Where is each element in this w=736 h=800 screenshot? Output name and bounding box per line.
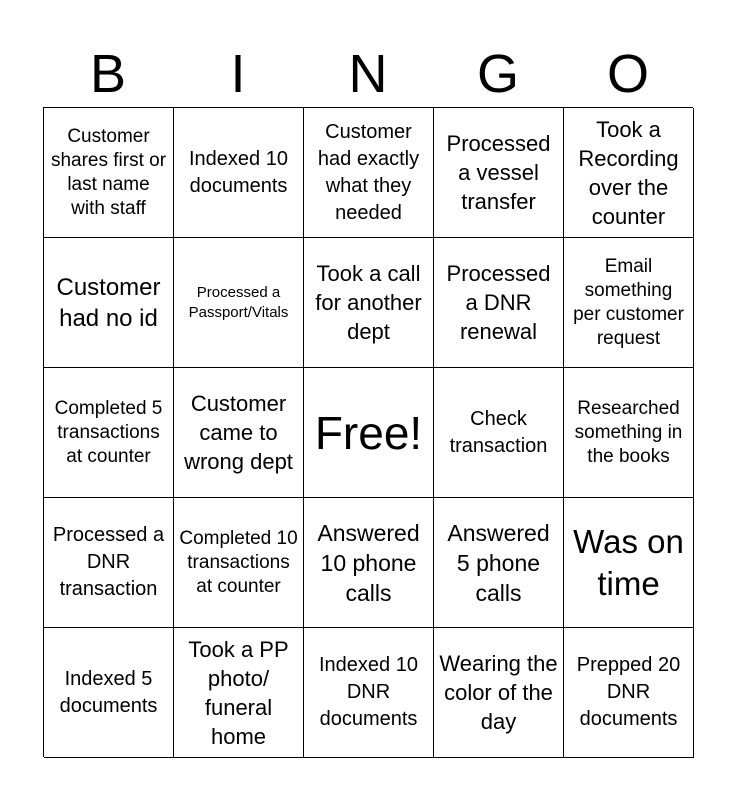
cell-text: Was on time [573,522,684,602]
bingo-cell[interactable] [434,628,564,758]
bingo-cell[interactable] [174,498,304,628]
header-letter-n: N [348,44,388,104]
cell-text: Indexed 10 DNR documents [319,654,418,730]
bingo-cell[interactable] [434,238,564,368]
cell-text: Email something per customer request [573,255,684,349]
cell-text: Processed a DNR transaction [52,524,165,600]
cell-text: Took a call for another dept [315,261,422,344]
bingo-cell[interactable] [304,498,434,628]
bingo-cell[interactable] [44,238,174,368]
cell-text: Wearing the color of the day [439,651,558,734]
bingo-cell[interactable] [44,368,174,498]
cell-text: Processed a Passport/Vitals [188,283,289,321]
bingo-cell[interactable] [434,368,564,498]
bingo-cell[interactable] [174,238,304,368]
header-letter-i: I [230,44,246,104]
cell-text: Took a Recording over the counter [578,116,679,229]
bingo-cell[interactable] [434,108,564,238]
bingo-cell[interactable] [44,628,174,758]
cell-text: Researched something in the books [574,397,683,467]
bingo-cell[interactable] [564,368,694,498]
cell-text: Customer had no id [56,273,161,332]
bingo-cell[interactable] [304,628,434,758]
header-letter-g: G [476,44,519,104]
bingo-grid [43,107,693,757]
cell-text: Customer shares first or last name with staff [50,125,167,219]
header-letter-o: O [606,44,649,104]
cell-text: Answered 5 phone calls [447,519,550,606]
bingo-cell[interactable] [434,498,564,628]
cell-text: Processed a vessel transfer [446,131,551,214]
header-letter-b: B [89,44,127,104]
bingo-cell[interactable] [564,498,694,628]
cell-text: Completed 10 transactions at counter [179,527,298,597]
cell-text: Processed a DNR renewal [446,261,551,344]
free-space-cell[interactable] [304,368,434,498]
bingo-cell[interactable] [44,498,174,628]
cell-text: Indexed 10 documents [189,147,288,197]
bingo-cell[interactable] [44,108,174,238]
cell-text: Took a PP photo/ funeral home [188,636,289,749]
cell-text: Indexed 5 documents [59,667,158,717]
bingo-cell[interactable] [174,368,304,498]
cell-text: Customer came to wrong dept [184,391,293,474]
bingo-cell[interactable] [304,108,434,238]
bingo-cell[interactable] [564,108,694,238]
bingo-cell[interactable] [304,238,434,368]
bingo-header [43,40,693,108]
cell-text: Customer had exactly what they needed [317,120,420,224]
free-space-text: Free! [314,406,423,459]
cell-text: Answered 10 phone calls [317,519,420,606]
cell-text: Completed 5 transactions at counter [54,397,163,467]
bingo-cell[interactable] [564,238,694,368]
bingo-cell[interactable] [564,628,694,758]
cell-text: Prepped 20 DNR documents [576,654,681,730]
bingo-cell[interactable] [174,628,304,758]
bingo-cell[interactable] [174,108,304,238]
cell-text: Check transaction [449,407,548,457]
